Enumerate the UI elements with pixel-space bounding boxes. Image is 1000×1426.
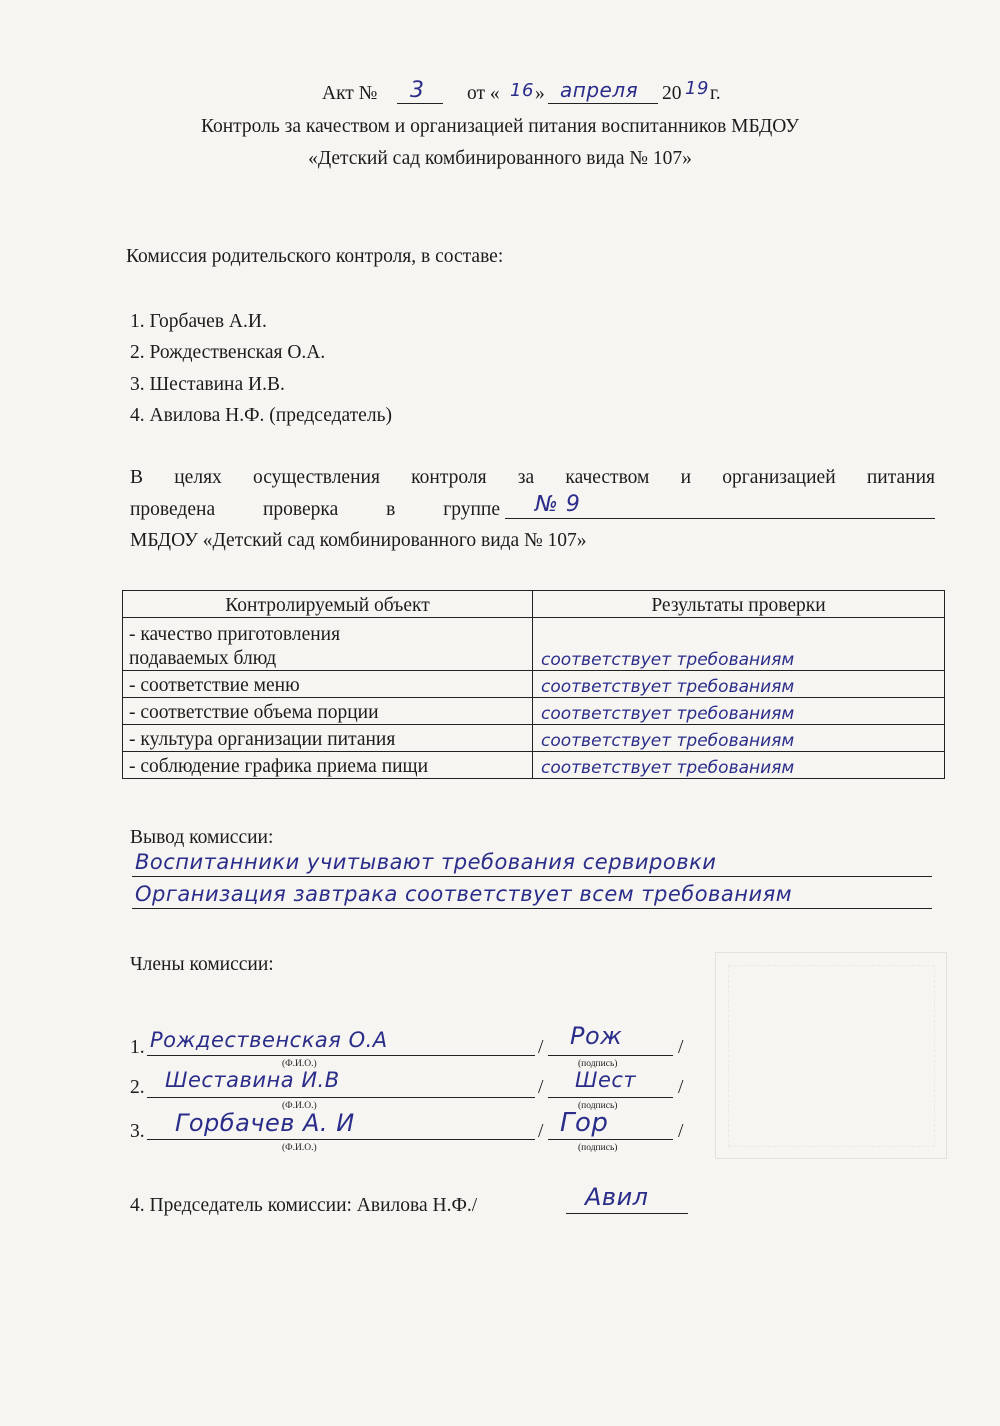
members-label: Члены комиссии:: [130, 954, 274, 975]
result-cell: соответствует требованиям: [533, 618, 945, 671]
member-item: 3. Шеставина И.В.: [130, 374, 285, 395]
conclusion-line-1: Воспитанники учитывают требования сервировки: [135, 850, 717, 874]
table-header-row: [123, 591, 945, 618]
results-table: [122, 590, 945, 779]
date-month: апреля: [560, 78, 639, 102]
object-cell: [123, 618, 533, 671]
object-line: - качество приготовления: [129, 624, 341, 646]
sign-row-fio: Шеставина И.В: [165, 1068, 340, 1092]
member-item: 4. Авилова Н.Ф. (председатель): [130, 405, 392, 426]
table-row: [123, 671, 945, 698]
date-from-label: от «: [467, 83, 500, 104]
date-close-quote: »: [535, 83, 545, 104]
purpose-line-2: проведена проверка в группе: [130, 499, 500, 520]
fio-line: [147, 1097, 535, 1098]
sign-line: [548, 1139, 673, 1140]
object-cell: - культура организации питания: [123, 725, 533, 752]
act-label: Акт №: [322, 83, 378, 104]
slash: /: [538, 1077, 544, 1098]
chair-signature: Авил: [585, 1183, 649, 1211]
conclusion-line-2: Организация завтрака соответствует всем требованиям: [135, 882, 793, 906]
table-row: [123, 752, 945, 779]
date-day: 16: [510, 80, 534, 101]
object-line: подаваемых блюд: [129, 647, 277, 669]
sign-row-number: 1.: [130, 1037, 145, 1058]
result-cell: соответствует требованиям: [533, 725, 945, 752]
purpose-line-1: В целях осуществления контроля за качеством и организацией питания: [130, 467, 935, 488]
conclusion-rule-1: [132, 876, 932, 877]
year-prefix: 20: [662, 83, 682, 104]
purpose-line-3: МБДОУ «Детский сад комбинированного вида № 107»: [130, 530, 587, 551]
slash: /: [678, 1121, 684, 1142]
header-object: Контролируемый объект: [123, 591, 533, 618]
act-number: 3: [410, 78, 425, 103]
sign-row-fio: Горбачев А. И: [175, 1109, 355, 1137]
sign-row-number: 2.: [130, 1077, 145, 1098]
member-item: 2. Рождественская О.А.: [130, 342, 326, 363]
object-cell: - соблюдение графика приема пищи: [123, 752, 533, 779]
fio-caption: (Ф.И.О.): [282, 1101, 317, 1111]
object-cell: - соответствие меню: [123, 671, 533, 698]
fio-line: [147, 1055, 535, 1056]
fio-caption: (Ф.И.О.): [282, 1143, 317, 1153]
signature-mark: Шест: [575, 1068, 637, 1092]
table-row: [123, 618, 945, 671]
fio-line: [147, 1139, 535, 1140]
table-row: [123, 725, 945, 752]
sign-line: [548, 1097, 673, 1098]
result-cell: соответствует требованиям: [533, 671, 945, 698]
act-number-line: [397, 103, 443, 104]
result-cell: соответствует требованиям: [533, 752, 945, 779]
signature-mark: Рож: [570, 1022, 623, 1050]
date-month-line: [548, 103, 658, 104]
sign-caption: (подпись): [578, 1101, 618, 1111]
chair-sign-line: [566, 1213, 688, 1214]
sign-line: [548, 1055, 673, 1056]
year-suffix: 19: [685, 78, 709, 99]
sign-caption: (подпись): [578, 1143, 618, 1153]
table-row: [123, 698, 945, 725]
chair-label: 4. Председатель комиссии: Авилова Н.Ф./: [130, 1195, 478, 1216]
group-number: № 9: [535, 492, 581, 517]
member-item: 1. Горбачев А.И.: [130, 311, 267, 332]
result-cell: соответствует требованиям: [533, 698, 945, 725]
slash: /: [678, 1037, 684, 1058]
commission-intro: Комиссия родительского контроля, в составе:: [126, 246, 504, 267]
conclusion-rule-2: [132, 908, 932, 909]
sign-row-number: 3.: [130, 1121, 145, 1142]
object-cell: - соответствие объема порции: [123, 698, 533, 725]
year-g: г.: [710, 83, 721, 104]
group-line: [505, 518, 935, 519]
conclusion-label: Вывод комиссии:: [130, 827, 274, 848]
fio-caption: (Ф.И.О.): [282, 1059, 317, 1069]
slash: /: [538, 1121, 544, 1142]
signature-mark: Гор: [560, 1108, 609, 1138]
slash: /: [678, 1077, 684, 1098]
sign-row-fio: Рождественская О.А: [150, 1028, 388, 1052]
slash: /: [538, 1037, 544, 1058]
sign-caption: (подпись): [578, 1059, 618, 1069]
title-line-1: Контроль за качеством и организацией питания воспитанников МБДОУ: [200, 116, 800, 137]
faded-stamp-inner: [728, 965, 935, 1147]
header-result: Результаты проверки: [533, 591, 945, 618]
title-line-2: «Детский сад комбинированного вида № 107»: [308, 148, 692, 169]
